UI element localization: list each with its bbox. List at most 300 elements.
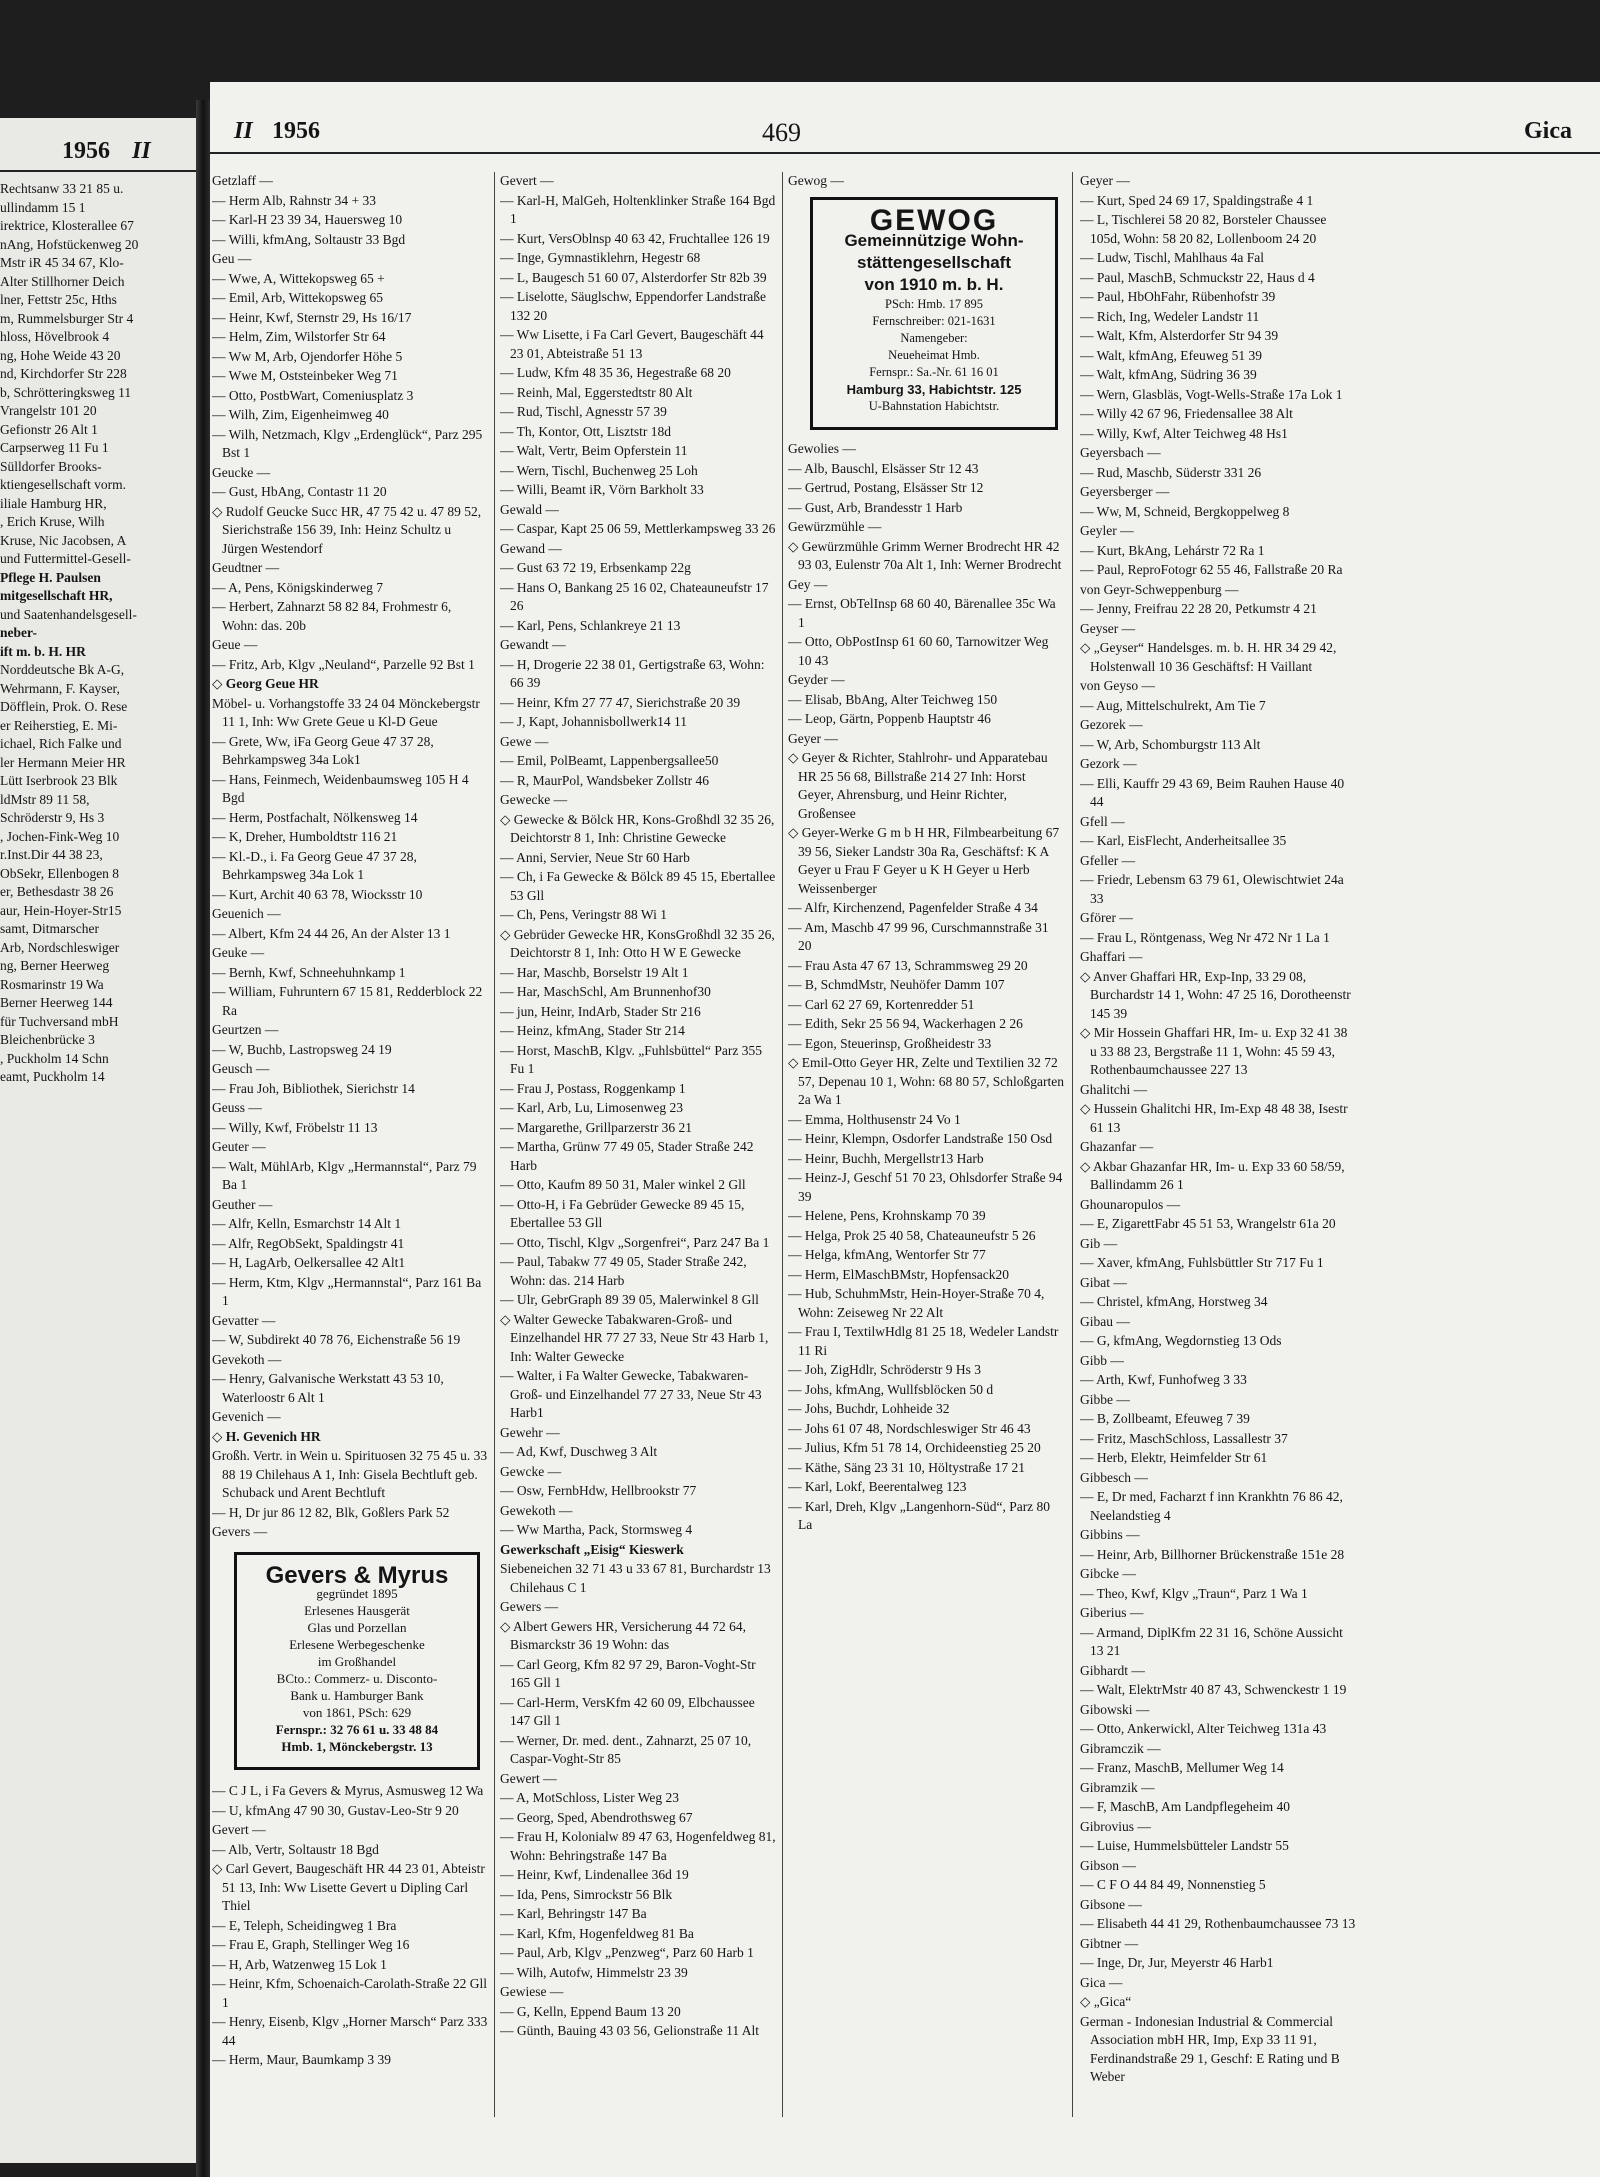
directory-entry: — Willi, Beamt iR, Vörn Barkholt 33 xyxy=(500,482,704,497)
directory-entry: — Johs 61 07 48, Nordschleswiger Str 46 43 xyxy=(788,1420,1031,1436)
left-page-line: , Jochen-Fink-Weg 10 xyxy=(0,828,120,844)
directory-entry: — Alfr, RegObSekt, Spaldingstr 41 xyxy=(212,1235,405,1251)
directory-entry: — Luise, Hummelsbütteler Landstr 55 xyxy=(1080,1838,1289,1853)
left-page-line: Bleichenbrücke 3 xyxy=(0,1032,95,1047)
directory-entry: Geyser — xyxy=(1080,620,1136,636)
directory-entry: — Heinr, Kfm, Schoenaich-Carolath-Straße 22 Gll 1 xyxy=(212,1976,488,2010)
gewog-ad-phone: Fernspr.: Sa.-Nr. 61 16 01 xyxy=(869,365,999,379)
directory-entry: — Ida, Pens, Simrockstr 56 Blk xyxy=(500,1886,673,1902)
left-page-line: Rechtsanw 33 21 85 u. xyxy=(0,181,124,196)
directory-entry: — W, Arb, Schomburgstr 113 Alt xyxy=(1080,736,1261,752)
directory-entry: Gewecke — xyxy=(500,792,568,807)
directory-column-4 xyxy=(1080,172,1356,2152)
directory-entry: — H, Drogerie 22 38 01, Gertigstraße 63, Wohn: 66 39 xyxy=(500,656,765,690)
left-page-line: Döfflein, Prok. O. Rese xyxy=(0,699,128,714)
directory-entry: — Carl Georg, Kfm 82 97 29, Baron-Voght-Str 165 Gll 1 xyxy=(500,1656,756,1690)
directory-entry: — L, Baugesch 51 60 07, Alsterdorfer Str 82b 39 xyxy=(500,269,767,285)
directory-entry: — Leop, Gärtn, Poppenb Hauptstr 46 xyxy=(788,711,991,726)
directory-entry: ◇ „Gica“ xyxy=(1080,1994,1132,2009)
directory-entry: German - Indonesian Industrial & Commercial Association mbH HR, Imp, Exp 33 11 91, Ferdinandstraße 29 1, Geschf: E Rating und B Weber xyxy=(1080,2013,1340,2084)
left-page-line: samt, Ditmarscher xyxy=(0,921,99,936)
directory-entry: — Helga, Prok 25 40 58, Chateauneufstr 5 26 xyxy=(788,1227,1036,1243)
directory-entry: Gezork — xyxy=(1080,756,1137,771)
directory-entry: — Käthe, Säng 23 31 10, Höltystraße 17 21 xyxy=(788,1459,1025,1475)
left-page-line: Vrangelstr 101 20 xyxy=(0,403,97,418)
directory-entry: — Th, Kontor, Ott, Lisztstr 18d xyxy=(500,423,671,439)
gewog-ad-line: Gemeinnützige Wohn- xyxy=(844,231,1024,250)
directory-entry: Gica — xyxy=(1080,1974,1123,1990)
left-page-line: Norddeutsche Bk A-G, xyxy=(0,662,125,677)
directory-entry: — Wern, Tischl, Buchenweg 25 Loh xyxy=(500,462,698,478)
directory-entry: — Alfr, Kelln, Esmarchstr 14 Alt 1 xyxy=(212,1216,402,1231)
directory-entry: — Edith, Sekr 25 56 94, Wackerhagen 2 26 xyxy=(788,1016,1023,1031)
directory-entry: Gewolies — xyxy=(788,441,856,456)
left-page-line: aur, Hein-Hoyer-Str15 xyxy=(0,902,122,918)
directory-entry: Ghaffari — xyxy=(1080,949,1143,964)
directory-entry: — Paul, Tabakw 77 49 05, Stader Straße 242, Wohn: das. 214 Harb xyxy=(500,1254,747,1288)
directory-entry: — Heinr, Buchh, Mergellstr13 Harb xyxy=(788,1150,984,1166)
directory-entry: — Wern, Glasbläs, Vogt-Wells-Straße 17a Lok 1 xyxy=(1080,386,1343,402)
left-page-line: hloss, Hövelbrook 4 xyxy=(0,329,110,344)
directory-entry: Gewcke — xyxy=(500,1463,562,1479)
directory-entry: — Johs, Buchdr, Lohheide 32 xyxy=(788,1401,950,1416)
directory-entry: — Werner, Dr. med. dent., Zahnarzt, 25 07 10, Caspar-Voght-Str 85 xyxy=(500,1732,752,1766)
gewog-ad-line: von 1910 m. b. H. xyxy=(864,275,1004,294)
directory-entry: Gibb — xyxy=(1080,1352,1124,1368)
directory-entry: Ghazanfar — xyxy=(1080,1139,1154,1154)
directory-entry: ◇ Gebrüder Gewecke HR, KonsGroßhdl 32 35 26, Deichtorstr 8 1, Inh: Otto H W E Gewecke xyxy=(500,926,775,960)
left-page-line: iliale Hamburg HR, xyxy=(0,495,107,511)
directory-entry: — Walter, i Fa Walter Gewecke, Tabakwaren-Groß- und Einzelhandel 77 27 33, Neue Str 43 Harb1 xyxy=(500,1368,762,1420)
directory-entry: Gewandt — xyxy=(500,637,566,652)
directory-entry: Gibsone — xyxy=(1080,1896,1142,1912)
directory-entry: — Albert, Kfm 24 44 26, An der Alster 13 1 xyxy=(212,925,451,941)
directory-entry: — Jenny, Freifrau 22 28 20, Petkumstr 4 21 xyxy=(1080,601,1317,616)
directory-entry: — Egon, Steuerinsp, Großheidestr 33 xyxy=(788,1035,992,1051)
left-page-line: b, Schrötteringksweg 11 xyxy=(0,384,132,400)
directory-entry: Geuke — xyxy=(212,945,265,960)
directory-entry: Gfeller — xyxy=(1080,852,1136,868)
directory-entry: — Heinr, Klempn, Osdorfer Landstraße 150 Osd xyxy=(788,1131,1053,1146)
directory-entry: Gib — xyxy=(1080,1235,1118,1251)
gevers-ad-founded: gegründet 1895 xyxy=(316,1586,398,1601)
directory-entry: — Elli, Kauffr 29 43 69, Beim Rauhen Hause 40 44 xyxy=(1080,775,1345,809)
directory-entry: — Otto, PostbWart, Comeniusplatz 3 xyxy=(212,387,414,403)
column-rule xyxy=(494,172,495,2117)
directory-entry: — Wilh, Netzmach, Klgv „Erdenglück“, Parz 295 Bst 1 xyxy=(212,426,483,460)
left-page-line: er, Bethesdastr 38 26 xyxy=(0,884,114,899)
gevers-ad-line: Bank u. Hamburger Bank xyxy=(290,1688,424,1703)
directory-entry: — Karl, Behringstr 147 Ba xyxy=(500,1906,647,1921)
directory-entry: — W, Buchb, Lastropsweg 24 19 xyxy=(212,1041,392,1057)
directory-entry: — Karl-H 23 39 34, Hauersweg 10 xyxy=(212,212,403,227)
left-page-line: ldMstr 89 11 58, xyxy=(0,791,90,807)
directory-entry: — Karl, EisFlecht, Anderheitsallee 35 xyxy=(1080,833,1287,848)
directory-entry: — Ww Lisette, i Fa Carl Gevert, Baugeschäft 44 23 01, Abteistraße 51 13 xyxy=(500,327,764,361)
directory-entry: Geyer — xyxy=(788,730,838,746)
directory-entry: — Frau I, TextilwHdlg 81 25 18, Wedeler Landstr 11 Ri xyxy=(788,1324,1059,1358)
directory-entry: — Herm, ElMaschBMstr, Hopfensack20 xyxy=(788,1266,1010,1282)
directory-entry: — Willy 42 67 96, Friedensallee 38 Alt xyxy=(1080,406,1293,421)
page-number: 469 xyxy=(762,118,801,147)
directory-entry: — Günth, Bauing 43 03 56, Gelionstraße 11 Alt xyxy=(500,2023,759,2038)
directory-entry: — Heinz, kfmAng, Stader Str 214 xyxy=(500,1023,685,1038)
directory-entry: Gewerkschaft „Eisig“ Kieswerk xyxy=(500,1541,684,1557)
left-page-line: lner, Fettstr 25c, Hths xyxy=(0,292,117,307)
directory-column-2 xyxy=(500,172,776,2152)
directory-entry: Gibtner — xyxy=(1080,1935,1139,1951)
directory-entry: — Helene, Pens, Krohnskamp 70 39 xyxy=(788,1208,986,1223)
gevers-ad-line: im Großhandel xyxy=(317,1654,397,1669)
gevers-ad-phone: Fernspr.: 32 76 61 u. 33 48 84 xyxy=(275,1722,439,1737)
gewog-ad-telex: Fernschreiber: 021-1631 xyxy=(872,314,996,328)
directory-entry: — Alb, Vertr, Soltaustr 18 Bgd xyxy=(212,1841,379,1857)
directory-entry: — Reinh, Mal, Eggerstedtstr 80 Alt xyxy=(500,384,693,400)
directory-entry: — Christel, kfmAng, Horstweg 34 xyxy=(1080,1294,1268,1309)
directory-entry: ◇ Geyer-Werke G m b H HR, Filmbearbeitung 67 39 56, Sieker Landstr 30a Ra, Geschäftsf: K A Geyer u Frau F Geyer u K H Geyer u Herb Weissenberger xyxy=(788,825,1060,896)
left-page-line: eamt, Puckholm 14 xyxy=(0,1069,105,1084)
left-page-line: für Tuchversand mbH xyxy=(0,1013,119,1029)
directory-entry: — Kurt, Archit 40 63 78, Wiocksstr 10 xyxy=(212,886,423,902)
directory-entry: — Willy, Kwf, Fröbelstr 11 13 xyxy=(212,1119,378,1135)
left-page-line: ktiengesellschaft vorm. xyxy=(0,477,126,492)
directory-entry: — Ludw, Kfm 48 35 36, Hegestraße 68 20 xyxy=(500,365,731,380)
directory-entry: ◇ Albert Gewers HR, Versicherung 44 72 64, Bismarckstr 36 19 Wohn: das xyxy=(500,1618,746,1652)
directory-entry: von Geyso — xyxy=(1080,678,1155,693)
directory-entry: — Karl, Pens, Schlankreye 21 13 xyxy=(500,617,681,633)
directory-entry: — Julius, Kfm 51 78 14, Orchideenstieg 25 20 xyxy=(788,1440,1041,1455)
catchword: Gica xyxy=(1524,118,1572,144)
directory-entry: — C J L, i Fa Gevers & Myrus, Asmusweg 12 Wa xyxy=(212,1783,484,1798)
directory-entry: Gibbe — xyxy=(1080,1391,1130,1407)
directory-entry: — Martha, Grünw 77 49 05, Stader Straße 242 Harb xyxy=(500,1139,754,1173)
directory-entry: — Emil, PolBeamt, Lappenbergsallee50 xyxy=(500,753,719,768)
left-page-volume: II xyxy=(132,138,151,164)
directory-entry: Gibau — xyxy=(1080,1313,1130,1329)
left-page-line: Carpserweg 11 Fu 1 xyxy=(0,440,109,455)
left-page-line: ler Hermann Meier HR xyxy=(0,754,126,770)
gevers-ad-line: Erlesenes Hausgerät xyxy=(304,1603,410,1618)
directory-entry: — Inge, Gymnastiklehrn, Hegestr 68 xyxy=(500,250,701,265)
left-page-line: r.Inst.Dir 44 38 23, xyxy=(0,847,103,862)
directory-entry: ◇ Hussein Ghalitchi HR, Im-Exp 48 48 38, Isestr 61 13 xyxy=(1080,1101,1348,1135)
directory-entry: — U, kfmAng 47 90 30, Gustav-Leo-Str 9 20 xyxy=(212,1802,459,1818)
directory-entry: Gibbins — xyxy=(1080,1527,1140,1542)
directory-entry: Siebeneichen 32 71 43 u 33 67 81, Burchardstr 13 Chilehaus C 1 xyxy=(500,1561,771,1595)
directory-entry: Geue — xyxy=(212,637,258,652)
right-page-year: 1956 xyxy=(272,118,320,144)
gewog-ad-namengeber: Neueheimat Hmb. xyxy=(888,348,980,362)
directory-entry: — Caspar, Kapt 25 06 59, Mettlerkampsweg 33 26 xyxy=(500,521,776,536)
directory-entry: — J, Kapt, Johannisbollwerk14 11 xyxy=(500,714,687,729)
directory-entry: ◇ Rudolf Geucke Succ HR, 47 75 42 u. 47 89 52, Sierichstraße 156 39, Inh: Heinz Schultz u Jürgen Westendorf xyxy=(212,503,482,556)
directory-entry: ◇ Carl Gevert, Baugeschäft HR 44 23 01, Abteistr 51 13, Inh: Ww Lisette Gevert u Dipling Carl Thiel xyxy=(212,1861,485,1913)
directory-entry: — Ch, Pens, Veringstr 88 Wi 1 xyxy=(500,907,667,922)
directory-entry: — Frau J, Postass, Roggenkamp 1 xyxy=(500,1080,686,1096)
directory-entry: — Carl-Herm, VersKfm 42 60 09, Elbchaussee 147 Gll 1 xyxy=(500,1694,755,1728)
directory-entry: — Kl.-D., i. Fa Georg Geue 47 37 28, Behrkampsweg 34a Lok 1 xyxy=(212,848,417,882)
left-page-line: nAng, Hofstückenweg 20 xyxy=(0,236,139,252)
directory-entry: Möbel- u. Vorhangstoffe 33 24 04 Mönckebergstr 11 1, Inh: Ww Grete Geue u Kl-D Geue xyxy=(212,695,480,729)
directory-entry: — Arth, Kwf, Funhofweg 3 33 xyxy=(1080,1372,1247,1387)
left-page-text xyxy=(0,180,190,1087)
directory-entry: — Otto, Ankerwickl, Alter Teichweg 131a 43 xyxy=(1080,1721,1327,1736)
directory-column-1 xyxy=(212,172,488,2152)
directory-entry: Gewiese — xyxy=(500,1984,564,1999)
left-page-line: Sülldorfer Brooks- xyxy=(0,458,102,474)
directory-entry: — Gust, Arb, Brandesstr 1 Harb xyxy=(788,499,963,515)
directory-entry: — Grete, Ww, iFa Georg Geue 47 37 28, Behrkampsweg 34a Lok1 xyxy=(212,733,434,767)
directory-entry: Gewers — xyxy=(500,1599,559,1614)
directory-entry: — Emma, Holthusenstr 24 Vo 1 xyxy=(788,1111,961,1127)
directory-entry: — Fritz, Arb, Klgv „Neuland“, Parzelle 92 Bst 1 xyxy=(212,656,475,672)
directory-entry: — Karl, Dreh, Klgv „Langenhorn-Süd“, Parz 80 La xyxy=(788,1498,1051,1532)
left-page-line: Mstr iR 45 34 67, Klo- xyxy=(0,255,124,270)
gewog-ad-namengeber-label: Namengeber: xyxy=(900,331,968,345)
directory-entry: — Heinz-J, Geschf 51 70 23, Ohlsdorfer Straße 94 39 xyxy=(788,1170,1063,1204)
left-page-line: Schröderstr 9, Hs 3 xyxy=(0,810,105,825)
directory-entry: — Inge, Dr, Jur, Meyerstr 46 Harb1 xyxy=(1080,1955,1274,1970)
directory-entry: Geyder — xyxy=(788,672,845,687)
directory-entry: — Ulr, GebrGraph 89 39 05, Malerwinkel 8 Gll xyxy=(500,1292,759,1307)
directory-entry: — Aug, Mittelschulrekt, Am Tie 7 xyxy=(1080,697,1266,713)
directory-entry: — Walt, Kfm, Alsterdorfer Str 94 39 xyxy=(1080,328,1279,343)
directory-entry: — Paul, Arb, Klgv „Penzweg“, Parz 60 Harb 1 xyxy=(500,1945,754,1960)
directory-entry: Gibat — xyxy=(1080,1274,1127,1290)
directory-entry: — Ludw, Tischl, Mahlhaus 4a Fal xyxy=(1080,250,1265,265)
directory-entry: ◇ Mir Hossein Ghaffari HR, Im- u. Exp 32 41 38 u 33 88 23, Bergstraße 11 1, Wohn: 45 59 43, Rothenbaumchaussee 227 13 xyxy=(1080,1025,1348,1077)
directory-entry: — Heinr, Kfm 27 77 47, Sierichstraße 20 39 xyxy=(500,694,741,710)
left-page-line: ichael, Rich Falke und xyxy=(0,736,122,751)
directory-entry: — Friedr, Lebensm 63 79 61, Olewischtwiet 24a 33 xyxy=(1080,872,1344,906)
directory-entry: — Liselotte, Säuglschw, Eppendorfer Landstraße 132 20 xyxy=(500,289,767,323)
directory-entry: Gezorek — xyxy=(1080,717,1143,732)
directory-entry: — Elisab, BbAng, Alter Teichweg 150 xyxy=(788,691,998,707)
gewog-ad xyxy=(810,197,1058,431)
directory-entry: Gibowski — xyxy=(1080,1701,1150,1717)
directory-entry: — Willy, Kwf, Alter Teichweg 48 Hs1 xyxy=(1080,425,1288,441)
directory-entry: Geuenich — xyxy=(212,906,281,921)
directory-entry: — Alfr, Kirchenzend, Pagenfelder Straße 4 34 xyxy=(788,900,1038,915)
directory-entry: — Franz, MaschB, Mellumer Weg 14 xyxy=(1080,1760,1284,1775)
directory-entry: Geuss — xyxy=(212,1100,262,1115)
directory-entry: Gewürzmühle — xyxy=(788,519,882,534)
gewog-ad-station: U-Bahnstation Habichtstr. xyxy=(868,399,1000,413)
directory-entry: — Har, MaschSchl, Am Brunnenhof30 xyxy=(500,984,711,999)
directory-entry: — Ch, i Fa Gewecke & Bölck 89 45 15, Ebertallee 53 Gll xyxy=(500,869,776,903)
gewog-ad-psch: PSch: Hmb. 17 895 xyxy=(885,297,983,311)
directory-entry: — jun, Heinr, IndArb, Stader Str 216 xyxy=(500,1003,701,1019)
left-page-line: ift m. b. H. HR xyxy=(0,643,86,659)
directory-entry: — Kurt, BkAng, Lehárstr 72 Ra 1 xyxy=(1080,542,1265,558)
directory-entry: Geuter — xyxy=(212,1139,266,1154)
directory-entry: — Walt, ElektrMstr 40 87 43, Schwenckestr 1 19 xyxy=(1080,1682,1347,1697)
directory-entry: — Otto-H, i Fa Gebrüder Gewecke 89 45 15, Ebertallee 53 Gll xyxy=(500,1196,745,1230)
directory-entry: — Walt, kfmAng, Efeuweg 51 39 xyxy=(1080,347,1263,363)
directory-entry: — Wwe, A, Wittekopsweg 65 + xyxy=(212,270,385,286)
left-page-line: Arb, Nordschleswiger xyxy=(0,939,120,955)
left-page-line: ullindamm 15 1 xyxy=(0,199,86,215)
directory-entry: — W, Subdirekt 40 78 76, Eichenstraße 56 19 xyxy=(212,1332,461,1347)
directory-entry: — A, MotSchloss, Lister Weg 23 xyxy=(500,1790,680,1805)
directory-entry: — Walt, MühlArb, Klgv „Hermannstal“, Parz 79 Ba 1 xyxy=(212,1158,477,1192)
directory-entry: Gibson — xyxy=(1080,1857,1136,1873)
directory-entry: — Wilh, Autofw, Himmelstr 23 39 xyxy=(500,1964,688,1980)
directory-entry: Großh. Vertr. in Wein u. Spirituosen 32 75 45 u. 33 88 19 Chilehaus A 1, Inh: Gisela Bechtluft geb. Schuback und Arent Bechtluft xyxy=(212,1448,488,1500)
directory-entry: — Otto, Tischl, Klgv „Sorgenfrei“, Parz 247 Ba 1 xyxy=(500,1234,770,1250)
directory-entry: — Xaver, kfmAng, Fuhlsbüttler Str 717 Fu 1 xyxy=(1080,1255,1324,1270)
directory-entry: Gibramczik — xyxy=(1080,1740,1161,1756)
directory-entry: Gibcke — xyxy=(1080,1566,1136,1581)
directory-entry: Gförer — xyxy=(1080,910,1133,925)
directory-entry: — G, Kelln, Eppend Baum 13 20 xyxy=(500,2003,681,2019)
directory-entry: — E, Dr med, Facharzt f inn Krankhtn 76 86 42, Neelandstieg 4 xyxy=(1080,1489,1343,1523)
directory-entry: — Herb, Elektr, Heimfelder Str 61 xyxy=(1080,1450,1268,1465)
gewog-ad-address: Hamburg 33, Habichtstr. 125 xyxy=(846,382,1022,397)
directory-entry: — Paul, MaschB, Schmuckstr 22, Haus d 4 xyxy=(1080,269,1315,285)
directory-entry: Gewand — xyxy=(500,540,562,556)
directory-entry: — Frau Asta 47 67 13, Schrammsweg 29 20 xyxy=(788,957,1028,973)
directory-entry: ◇ Emil-Otto Geyer HR, Zelte und Textilien 32 72 57, Depenau 10 1, Wohn: 68 80 57, Schloßgarten 2a Wa 1 xyxy=(788,1055,1064,1107)
directory-entry: — Am, Maschb 47 99 96, Curschmannstraße 31 20 xyxy=(788,919,1049,953)
left-page-line: ng, Berner Heerweg xyxy=(0,958,110,973)
directory-entry: — Carl 62 27 69, Kortenredder 51 xyxy=(788,996,975,1012)
directory-entry: von Geyr-Schweppenburg — xyxy=(1080,581,1239,597)
directory-entry: — Helm, Zim, Wilstorfer Str 64 xyxy=(212,329,386,344)
directory-entry: — Rich, Ing, Wedeler Landstr 11 xyxy=(1080,308,1260,324)
directory-entry: — Otto, Kaufm 89 50 31, Maler winkel 2 Gll xyxy=(500,1177,746,1192)
directory-entry: Gewe — xyxy=(500,733,549,749)
directory-entry: — Margarethe, Grillparzerstr 36 21 xyxy=(500,1119,693,1135)
gevers-ad-line: von 1861, PSch: 629 xyxy=(302,1705,412,1720)
directory-entry: — Georg, Sped, Abendrothsweg 67 xyxy=(500,1809,693,1825)
directory-entry: — H, LagArb, Oelkersallee 42 Alt1 xyxy=(212,1255,406,1270)
directory-entry: — Karl, Arb, Lu, Limosenweg 23 xyxy=(500,1100,683,1115)
directory-entry: — Karl, Lokf, Beerentalweg 123 xyxy=(788,1479,967,1494)
directory-entry: — Alb, Bauschl, Elsässer Str 12 43 xyxy=(788,460,979,476)
directory-entry: Gey — xyxy=(788,576,828,592)
left-page-line: Kruse, Nic Jacobsen, A xyxy=(0,532,127,548)
directory-entry: — Walt, kfmAng, Südring 36 39 xyxy=(1080,367,1257,382)
right-page-volume: II xyxy=(234,118,253,144)
directory-entry: Gevenich — xyxy=(212,1409,281,1424)
directory-entry: — Heinr, Arb, Billhorner Brückenstraße 151e 28 xyxy=(1080,1546,1345,1562)
directory-entry: — Rud, Tischl, Agnesstr 57 39 xyxy=(500,404,667,419)
directory-entry: Geucke — xyxy=(212,464,271,480)
directory-entry: ◇ Geyer & Richter, Stahlrohr- und Apparatebau HR 25 56 68, Billstraße 214 27 Inh: Horst Geyer, Ahrensburg, und Heinr Richter, Großensee xyxy=(788,750,1048,821)
left-page-line: ng, Hohe Weide 43 20 xyxy=(0,347,121,363)
directory-entry: Geuther — xyxy=(212,1196,273,1212)
left-page-line: Alter Stillhorner Deich xyxy=(0,273,125,289)
book-gutter xyxy=(196,100,210,2177)
column-3-entries-bottom xyxy=(788,440,1064,1535)
left-page-line: ObSekr, Ellenbogen 8 xyxy=(0,865,120,881)
directory-entry: — Ernst, ObTelInsp 68 60 40, Bärenallee 35c Wa 1 xyxy=(788,596,1056,630)
directory-entry: — C F O 44 84 49, Nonnenstieg 5 xyxy=(1080,1877,1266,1892)
directory-entry: — Elisabeth 44 41 29, Rothenbaumchaussee 73 13 xyxy=(1080,1916,1356,1931)
left-page-line: m, Rummelsburger Str 4 xyxy=(0,310,134,326)
directory-entry: — Ww M, Arb, Ojendorfer Höhe 5 xyxy=(212,348,403,364)
directory-entry: — Gust, HbAng, Contastr 11 20 xyxy=(212,484,387,499)
gevers-ad-title: Gevers & Myrus xyxy=(265,1561,449,1589)
gevers-ad-line: Erlesene Werbegeschenke xyxy=(289,1637,425,1652)
column-3-entries-top xyxy=(788,172,1064,191)
left-page-line: Wehrmann, F. Kayser, xyxy=(0,680,120,696)
directory-entry: — Ww Martha, Pack, Stormsweg 4 xyxy=(500,1522,693,1537)
directory-entry: — William, Fuhruntern 67 15 81, Redderblock 22 Ra xyxy=(212,984,483,1018)
directory-entry: — Frau L, Röntgenass, Weg Nr 472 Nr 1 La 1 xyxy=(1080,929,1330,945)
directory-entry: — Henry, Galvanische Werkstatt 43 53 10, Waterloostr 6 Alt 1 xyxy=(212,1371,444,1405)
directory-entry: Gevert — xyxy=(500,173,554,188)
directory-entry: — Herm, Ktm, Klgv „Hermannstal“, Parz 161 Ba 1 xyxy=(212,1274,482,1308)
directory-entry: Geyler — xyxy=(1080,523,1134,538)
directory-entry: — Heinr, Kwf, Lindenallee 36d 19 xyxy=(500,1867,689,1882)
directory-entry: ◇ Georg Geue HR xyxy=(212,676,319,691)
directory-entry: Gibramzik — xyxy=(1080,1779,1155,1795)
directory-entry: — Herm, Postfachalt, Nölkensweg 14 xyxy=(212,809,418,825)
gevers-myrus-ad xyxy=(234,1552,480,1771)
directory-entry: Ghounaropulos — xyxy=(1080,1196,1181,1212)
directory-entry: — Rud, Maschb, Süderstr 331 26 xyxy=(1080,464,1262,480)
left-page-line: , Erich Kruse, Wilh xyxy=(0,514,105,529)
left-page-line: Lütt Iserbrook 23 Blk xyxy=(0,773,118,788)
directory-entry: — Johs, kfmAng, Wullfsblöcken 50 d xyxy=(788,1381,994,1397)
directory-entry: — Wwe M, Oststeinbeker Weg 71 xyxy=(212,368,398,383)
directory-entry: — Wilh, Zim, Eigenheimweg 40 xyxy=(212,407,389,422)
directory-entry: — Hub, SchuhmMstr, Hein-Hoyer-Straße 70 4, Wohn: Zeiseweg Nr 22 Alt xyxy=(788,1286,1045,1320)
left-page-line: Berner Heerweg 144 xyxy=(0,995,113,1010)
directory-entry: Gibrovius — xyxy=(1080,1818,1151,1834)
directory-entry: Geurtzen — xyxy=(212,1022,279,1037)
right-page-header xyxy=(210,114,1600,154)
directory-entry: — Karl-H, MalGeh, Holtenklinker Straße 164 Bgd 1 xyxy=(500,192,776,226)
directory-entry: — Hans O, Bankang 25 16 02, Chateauneufstr 17 26 xyxy=(500,579,769,613)
directory-entry: — Anni, Servier, Neue Str 60 Harb xyxy=(500,849,690,865)
directory-entry: — Osw, FernbHdw, Hellbrookstr 77 xyxy=(500,1483,697,1498)
directory-entry: — F, MaschB, Am Landpflegeheim 40 xyxy=(1080,1799,1291,1814)
directory-entry: — Har, Maschb, Borselstr 19 Alt 1 xyxy=(500,964,689,980)
directory-entry: Gevekoth — xyxy=(212,1351,282,1367)
directory-entry: — H, Dr jur 86 12 82, Blk, Goßlers Park 52 xyxy=(212,1504,450,1520)
directory-entry: Giberius — xyxy=(1080,1605,1144,1620)
directory-entry: — Helga, kfmAng, Wentorfer Str 77 xyxy=(788,1247,986,1262)
directory-entry: — H, Arb, Watzenweg 15 Lok 1 xyxy=(212,1956,387,1972)
left-page-line: Rosmarinstr 19 Wa xyxy=(0,976,104,992)
directory-entry: — G, kfmAng, Wegdornstieg 13 Ods xyxy=(1080,1333,1282,1348)
directory-entry: Gewert — xyxy=(500,1770,557,1786)
directory-entry: Gevatter — xyxy=(212,1312,276,1328)
directory-entry: — Fritz, MaschSchloss, Lassallestr 37 xyxy=(1080,1430,1288,1446)
directory-entry: — Gertrud, Postang, Elsässer Str 12 xyxy=(788,480,984,495)
left-page-header xyxy=(0,132,196,172)
directory-entry: — Otto, ObPostInsp 61 60 60, Tarnowitzer Weg 10 43 xyxy=(788,634,1049,668)
directory-entry: — Paul, ReproFotogr 62 55 46, Fallstraße 20 Ra xyxy=(1080,562,1343,577)
column-1-entries-bottom xyxy=(212,1782,488,2070)
directory-entry: — Emil, Arb, Wittekopsweg 65 xyxy=(212,290,383,305)
directory-entry: — Walt, Vertr, Beim Opferstein 11 xyxy=(500,443,688,458)
directory-entry: Geyersberger — xyxy=(1080,484,1170,499)
directory-entry: — Horst, MaschB, Klgv. „Fuhlsbüttel“ Parz 355 Fu 1 xyxy=(500,1042,762,1076)
directory-entry: — Frau H, Kolonialw 89 47 63, Hogenfeldweg 81, Wohn: Behringstraße 147 Ba xyxy=(500,1829,776,1863)
left-page-line: und Saatenhandelsgesell- xyxy=(0,606,137,622)
directory-entry: — K, Dreher, Humboldtstr 116 21 xyxy=(212,829,398,844)
directory-entry: — Heinr, Kwf, Sternstr 29, Hs 16/17 xyxy=(212,309,412,325)
directory-entry: — A, Pens, Königskinderweg 7 xyxy=(212,579,383,595)
directory-entry: Getzlaff — xyxy=(212,173,273,188)
left-page-line: Pflege H. Paulsen xyxy=(0,569,101,585)
directory-entry: — B, Zollbeamt, Efeuweg 7 39 xyxy=(1080,1411,1250,1426)
gevers-ad-line: Glas und Porzellan xyxy=(307,1620,407,1635)
